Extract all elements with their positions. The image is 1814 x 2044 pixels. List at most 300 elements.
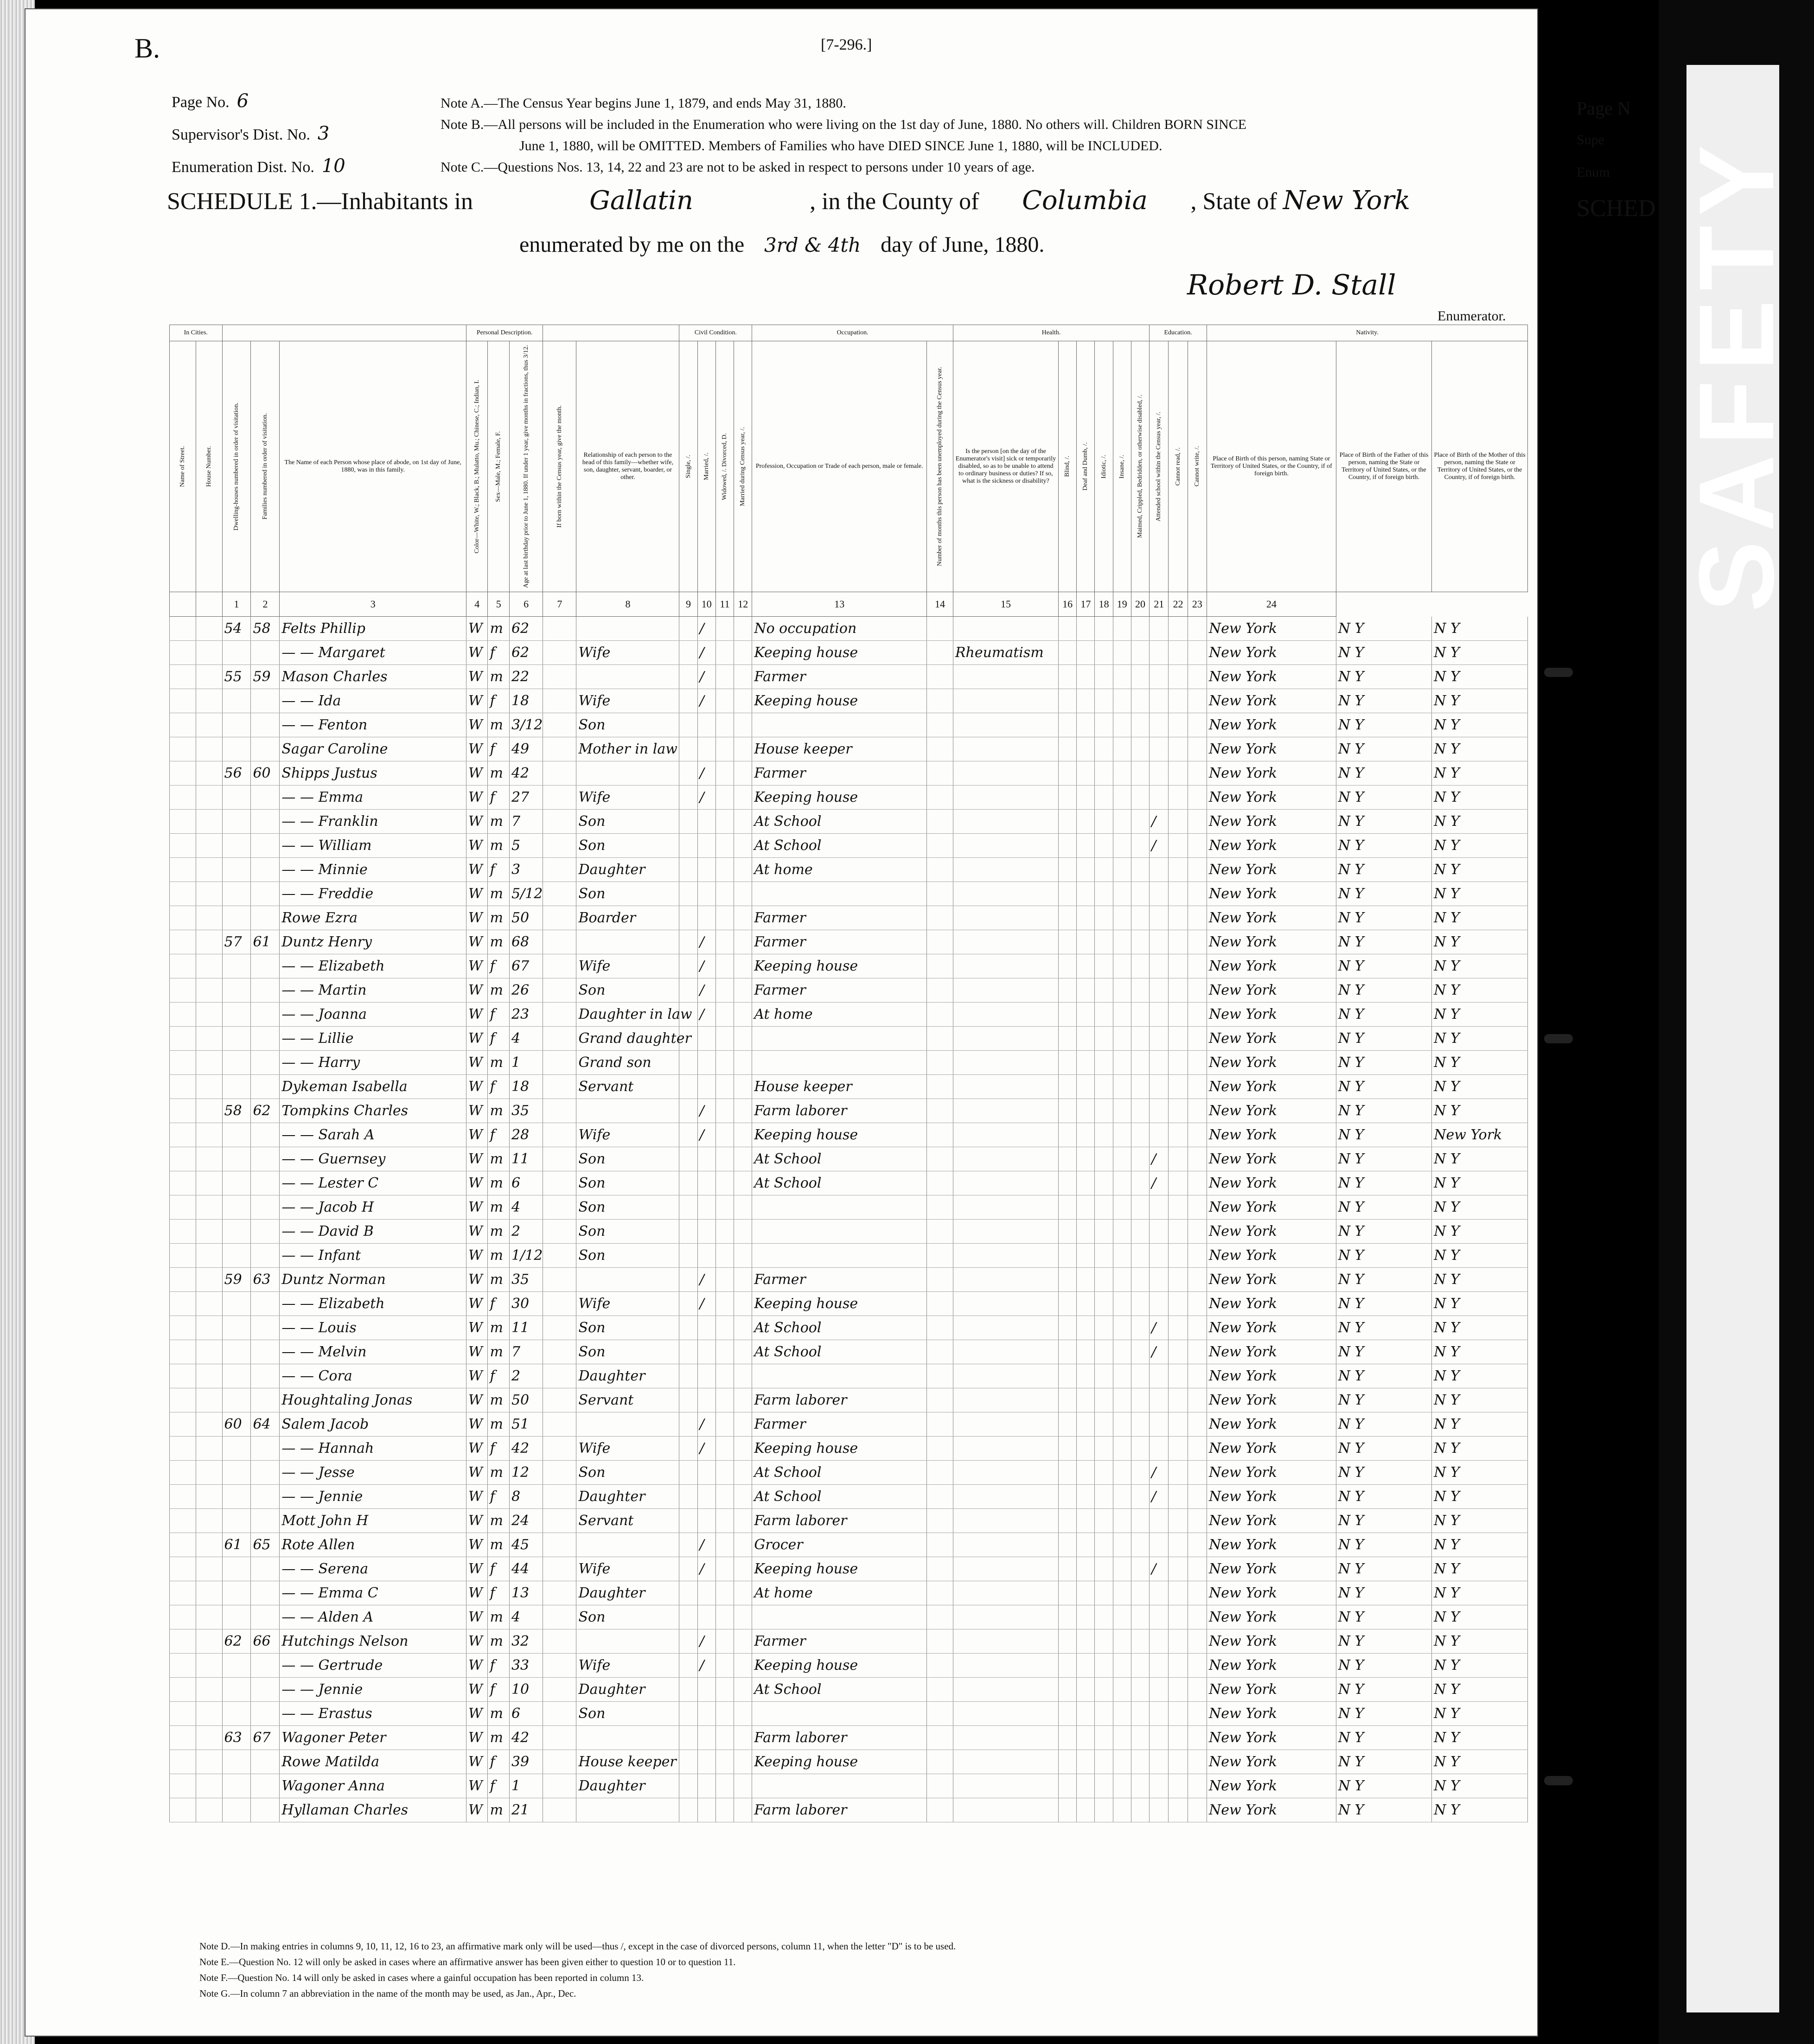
cell-birthplace: New York bbox=[1207, 1678, 1336, 1702]
cell-married-year bbox=[734, 1509, 752, 1533]
cell-father-birthplace: N Y bbox=[1336, 1051, 1431, 1075]
cell-occupation: Keeping house bbox=[752, 689, 927, 713]
cell-house bbox=[196, 1678, 222, 1702]
enumerator-signature: Robert D. Stall bbox=[1187, 269, 1396, 301]
cell-unemployed bbox=[927, 713, 953, 737]
cell-unemployed bbox=[927, 1147, 953, 1171]
cell-school: / bbox=[1150, 1485, 1169, 1509]
cell-maimed bbox=[1131, 1244, 1149, 1268]
cell-age: 3/12 bbox=[509, 713, 543, 737]
cell-street bbox=[170, 1123, 196, 1147]
cell-relationship: Daughter bbox=[576, 858, 679, 882]
cell-mother-birthplace: N Y bbox=[1432, 1003, 1528, 1027]
cell-birthplace: New York bbox=[1207, 713, 1336, 737]
cell-maimed bbox=[1131, 930, 1149, 954]
cell-maimed bbox=[1131, 834, 1149, 858]
cell-relationship: Wife bbox=[576, 1292, 679, 1316]
cell-occupation: Farmer bbox=[752, 1412, 927, 1437]
cell-street bbox=[170, 737, 196, 761]
cell-unemployed bbox=[927, 1027, 953, 1051]
cell-father-birthplace: N Y bbox=[1336, 1774, 1431, 1798]
group-cities: In Cities. bbox=[170, 325, 223, 341]
cell-maimed bbox=[1131, 1099, 1149, 1123]
cell-write bbox=[1188, 1099, 1207, 1123]
cell-single bbox=[679, 1654, 697, 1678]
cell-house bbox=[196, 617, 222, 641]
cell-house bbox=[196, 954, 222, 978]
cell-street bbox=[170, 954, 196, 978]
cell-unemployed bbox=[927, 1099, 953, 1123]
cell-family: 64 bbox=[251, 1412, 280, 1437]
cell-maimed bbox=[1131, 1412, 1149, 1437]
cell-occupation: At School bbox=[752, 1171, 927, 1195]
cell-unemployed bbox=[927, 1557, 953, 1581]
cell-insane bbox=[1113, 1220, 1131, 1244]
cell-widowed bbox=[715, 641, 734, 665]
cell-birthplace: New York bbox=[1207, 978, 1336, 1003]
cell-family bbox=[251, 1340, 280, 1364]
table-row bbox=[170, 1412, 1528, 1437]
cell-insane bbox=[1113, 1798, 1131, 1822]
cell-dwelling bbox=[222, 1750, 251, 1774]
cell-birth-month bbox=[543, 882, 576, 906]
cell-idiotic bbox=[1095, 1123, 1113, 1147]
cell-house bbox=[196, 1412, 222, 1437]
cell-occupation bbox=[752, 1702, 927, 1726]
cell-house bbox=[196, 1509, 222, 1533]
cell-write bbox=[1188, 930, 1207, 954]
cell-sex: m bbox=[488, 1509, 509, 1533]
cell-mother-birthplace: N Y bbox=[1432, 641, 1528, 665]
cell-person-name: — — Serena bbox=[280, 1557, 466, 1581]
cell-married bbox=[697, 1485, 715, 1509]
cell-insane bbox=[1113, 1437, 1131, 1461]
cell-school bbox=[1150, 1099, 1169, 1123]
cell-idiotic bbox=[1095, 906, 1113, 930]
cell-single bbox=[679, 1051, 697, 1075]
cell-married-year bbox=[734, 1702, 752, 1726]
cell-color: W bbox=[466, 1220, 488, 1244]
col-header-single: Single, /. bbox=[679, 341, 697, 592]
cell-dwelling bbox=[222, 834, 251, 858]
cell-school bbox=[1150, 786, 1169, 810]
cell-deaf bbox=[1077, 1340, 1095, 1364]
table-row bbox=[170, 1244, 1528, 1268]
table-row bbox=[170, 1629, 1528, 1654]
cell-deaf bbox=[1077, 1075, 1095, 1099]
cell-write bbox=[1188, 713, 1207, 737]
cell-blind bbox=[1059, 713, 1077, 737]
cell-age: 35 bbox=[509, 1268, 543, 1292]
cell-married bbox=[697, 1364, 715, 1388]
cell-sickness bbox=[953, 1774, 1058, 1798]
cell-widowed bbox=[715, 737, 734, 761]
cell-unemployed bbox=[927, 858, 953, 882]
cell-mother-birthplace: N Y bbox=[1432, 1557, 1528, 1581]
cell-father-birthplace: N Y bbox=[1336, 1123, 1431, 1147]
col-header-color: Color—White, W.; Black, B.; Mulatto, Mu.; Chinese, C.; Indian, I. bbox=[466, 341, 488, 592]
cell-idiotic bbox=[1095, 665, 1113, 689]
cell-color: W bbox=[466, 906, 488, 930]
cell-read bbox=[1169, 1099, 1188, 1123]
table-row bbox=[170, 1654, 1528, 1678]
cell-read bbox=[1169, 1027, 1188, 1051]
cell-married: / bbox=[697, 761, 715, 786]
cell-relationship: Son bbox=[576, 1316, 679, 1340]
cell-sickness bbox=[953, 617, 1058, 641]
cell-married bbox=[697, 1774, 715, 1798]
cell-sickness bbox=[953, 1316, 1058, 1340]
cell-write bbox=[1188, 1654, 1207, 1678]
cell-occupation: Farmer bbox=[752, 665, 927, 689]
col-header-unemployed: Number of months this person has been unemployed during the Census year. bbox=[927, 341, 953, 592]
cell-school bbox=[1150, 713, 1169, 737]
cell-mother-birthplace: N Y bbox=[1432, 978, 1528, 1003]
cell-married-year bbox=[734, 978, 752, 1003]
cell-color: W bbox=[466, 1195, 488, 1220]
cell-idiotic bbox=[1095, 1316, 1113, 1340]
cell-school bbox=[1150, 737, 1169, 761]
cell-father-birthplace: N Y bbox=[1336, 617, 1431, 641]
cell-widowed bbox=[715, 1437, 734, 1461]
cell-school bbox=[1150, 1388, 1169, 1412]
cell-family bbox=[251, 689, 280, 713]
cell-sex: f bbox=[488, 1774, 509, 1798]
cell-read bbox=[1169, 1437, 1188, 1461]
cell-street bbox=[170, 1702, 196, 1726]
cell-read bbox=[1169, 1195, 1188, 1220]
cell-unemployed bbox=[927, 1437, 953, 1461]
cell-house bbox=[196, 1171, 222, 1195]
cell-blind bbox=[1059, 978, 1077, 1003]
col-header-age: Age at last birthday prior to June 1, 1880. If under 1 year, give months in fractions, thus 3/12. bbox=[509, 341, 543, 592]
cell-father-birthplace: N Y bbox=[1336, 1437, 1431, 1461]
cell-widowed bbox=[715, 1340, 734, 1364]
cell-color: W bbox=[466, 641, 488, 665]
col-header-married: Married, /. bbox=[697, 341, 715, 592]
cell-deaf bbox=[1077, 1629, 1095, 1654]
cell-widowed bbox=[715, 1774, 734, 1798]
table-row bbox=[170, 882, 1528, 906]
cell-birthplace: New York bbox=[1207, 882, 1336, 906]
cell-sickness bbox=[953, 1099, 1058, 1123]
cell-married-year bbox=[734, 1678, 752, 1702]
cell-mother-birthplace: N Y bbox=[1432, 1533, 1528, 1557]
cell-write bbox=[1188, 1340, 1207, 1364]
cell-idiotic bbox=[1095, 1412, 1113, 1437]
cell-person-name: — — Lillie bbox=[280, 1027, 466, 1051]
cell-single bbox=[679, 1485, 697, 1509]
cell-idiotic bbox=[1095, 1220, 1113, 1244]
cell-street bbox=[170, 882, 196, 906]
cell-deaf bbox=[1077, 1798, 1095, 1822]
cell-color: W bbox=[466, 810, 488, 834]
cell-family bbox=[251, 1509, 280, 1533]
cell-birthplace: New York bbox=[1207, 1509, 1336, 1533]
county-value: Columbia bbox=[1022, 185, 1148, 216]
cell-person-name: — — William bbox=[280, 834, 466, 858]
cell-maimed bbox=[1131, 1533, 1149, 1557]
cell-idiotic bbox=[1095, 737, 1113, 761]
cell-idiotic bbox=[1095, 1388, 1113, 1412]
table-row bbox=[170, 1075, 1528, 1099]
cell-person-name: — — Margaret bbox=[280, 641, 466, 665]
cell-street bbox=[170, 1774, 196, 1798]
cell-family: 67 bbox=[251, 1726, 280, 1750]
table-row bbox=[170, 954, 1528, 978]
cell-house bbox=[196, 834, 222, 858]
cell-person-name: Mason Charles bbox=[280, 665, 466, 689]
cell-write bbox=[1188, 1123, 1207, 1147]
cell-birth-month bbox=[543, 641, 576, 665]
cell-married-year bbox=[734, 1147, 752, 1171]
cell-birth-month bbox=[543, 1798, 576, 1822]
cell-blind bbox=[1059, 1220, 1077, 1244]
cell-mother-birthplace: N Y bbox=[1432, 1220, 1528, 1244]
cell-married-year bbox=[734, 1195, 752, 1220]
instruction-notes bbox=[441, 93, 1488, 178]
cell-sex: m bbox=[488, 617, 509, 641]
cell-family bbox=[251, 1292, 280, 1316]
cell-color: W bbox=[466, 1798, 488, 1822]
cell-write bbox=[1188, 1557, 1207, 1581]
cell-dwelling bbox=[222, 737, 251, 761]
cell-street bbox=[170, 1654, 196, 1678]
binder-ring bbox=[1544, 1776, 1573, 1785]
cell-dwelling bbox=[222, 1702, 251, 1726]
cell-occupation bbox=[752, 1774, 927, 1798]
cell-idiotic bbox=[1095, 1051, 1113, 1075]
cell-married-year bbox=[734, 882, 752, 906]
cell-birthplace: New York bbox=[1207, 617, 1336, 641]
cell-sex: m bbox=[488, 1605, 509, 1629]
cell-sickness bbox=[953, 713, 1058, 737]
cell-relationship: Daughter bbox=[576, 1581, 679, 1605]
cell-sex: f bbox=[488, 786, 509, 810]
cell-relationship bbox=[576, 930, 679, 954]
cell-idiotic bbox=[1095, 1147, 1113, 1171]
cell-single bbox=[679, 1509, 697, 1533]
cell-maimed bbox=[1131, 1292, 1149, 1316]
cell-insane bbox=[1113, 1702, 1131, 1726]
cell-person-name: — — Emma C bbox=[280, 1581, 466, 1605]
cell-father-birthplace: N Y bbox=[1336, 1244, 1431, 1268]
cell-father-birthplace: N Y bbox=[1336, 689, 1431, 713]
cell-married bbox=[697, 737, 715, 761]
facing-page-label: Supe bbox=[1577, 132, 1604, 147]
cell-married: / bbox=[697, 1268, 715, 1292]
cell-maimed bbox=[1131, 1485, 1149, 1509]
cell-occupation: At home bbox=[752, 1003, 927, 1027]
cell-unemployed bbox=[927, 1485, 953, 1509]
cell-widowed bbox=[715, 834, 734, 858]
cell-deaf bbox=[1077, 1557, 1095, 1581]
cell-age: 51 bbox=[509, 1412, 543, 1437]
cell-unemployed bbox=[927, 1412, 953, 1437]
cell-mother-birthplace: N Y bbox=[1432, 1364, 1528, 1388]
cell-birthplace: New York bbox=[1207, 1244, 1336, 1268]
cell-idiotic bbox=[1095, 1292, 1113, 1316]
cell-single bbox=[679, 1364, 697, 1388]
cell-person-name: Houghtaling Jonas bbox=[280, 1388, 466, 1412]
cell-birth-month bbox=[543, 1605, 576, 1629]
cell-sex: f bbox=[488, 1027, 509, 1051]
cell-relationship: Son bbox=[576, 1244, 679, 1268]
cell-school bbox=[1150, 1678, 1169, 1702]
col-header-mother-birthplace: Place of Birth of the Mother of this person, naming the State or Territory of United States, or the Country, if of foreign birth. bbox=[1432, 341, 1528, 592]
cell-read bbox=[1169, 1629, 1188, 1654]
cell-dwelling bbox=[222, 1605, 251, 1629]
cell-father-birthplace: N Y bbox=[1336, 761, 1431, 786]
cell-maimed bbox=[1131, 713, 1149, 737]
cell-unemployed bbox=[927, 1774, 953, 1798]
cell-birth-month bbox=[543, 1509, 576, 1533]
cell-person-name: — — Martin bbox=[280, 978, 466, 1003]
cell-age: 2 bbox=[509, 1220, 543, 1244]
cell-age: 6 bbox=[509, 1702, 543, 1726]
cell-blind bbox=[1059, 1316, 1077, 1340]
cell-write bbox=[1188, 689, 1207, 713]
cell-unemployed bbox=[927, 1654, 953, 1678]
cell-insane bbox=[1113, 665, 1131, 689]
table-row bbox=[170, 1171, 1528, 1195]
col-header-widowed: Widowed, /. Divorced, D. bbox=[715, 341, 734, 592]
cell-birthplace: New York bbox=[1207, 930, 1336, 954]
cell-married-year bbox=[734, 810, 752, 834]
cell-birth-month bbox=[543, 1750, 576, 1774]
cell-family bbox=[251, 834, 280, 858]
cell-relationship: Wife bbox=[576, 641, 679, 665]
cell-insane bbox=[1113, 1099, 1131, 1123]
cell-person-name: Shipps Justus bbox=[280, 761, 466, 786]
cell-single bbox=[679, 1171, 697, 1195]
cell-married-year bbox=[734, 858, 752, 882]
cell-person-name: Salem Jacob bbox=[280, 1412, 466, 1437]
cell-person-name: Mott John H bbox=[280, 1509, 466, 1533]
cell-sex: f bbox=[488, 1075, 509, 1099]
cell-family bbox=[251, 1461, 280, 1485]
cell-father-birthplace: N Y bbox=[1336, 1364, 1431, 1388]
cell-married-year bbox=[734, 834, 752, 858]
table-row bbox=[170, 1147, 1528, 1171]
cell-sickness bbox=[953, 1557, 1058, 1581]
cell-read bbox=[1169, 1388, 1188, 1412]
cell-family bbox=[251, 1557, 280, 1581]
cell-dwelling: 54 bbox=[222, 617, 251, 641]
cell-color: W bbox=[466, 1750, 488, 1774]
cell-house bbox=[196, 1147, 222, 1171]
cell-dwelling bbox=[222, 1220, 251, 1244]
cell-married-year bbox=[734, 1075, 752, 1099]
cell-relationship bbox=[576, 617, 679, 641]
cell-single bbox=[679, 1437, 697, 1461]
cell-family bbox=[251, 1702, 280, 1726]
cell-read bbox=[1169, 1340, 1188, 1364]
cell-married-year bbox=[734, 689, 752, 713]
cell-idiotic bbox=[1095, 1629, 1113, 1654]
table-row bbox=[170, 906, 1528, 930]
cell-sex: m bbox=[488, 1412, 509, 1437]
cell-blind bbox=[1059, 1075, 1077, 1099]
cell-married bbox=[697, 1726, 715, 1750]
cell-maimed bbox=[1131, 1702, 1149, 1726]
cell-dwelling: 58 bbox=[222, 1099, 251, 1123]
cell-dwelling bbox=[222, 1292, 251, 1316]
cell-read bbox=[1169, 1774, 1188, 1798]
cell-house bbox=[196, 1533, 222, 1557]
cell-occupation: Farm laborer bbox=[752, 1388, 927, 1412]
cell-married-year bbox=[734, 906, 752, 930]
cell-relationship: Wife bbox=[576, 1557, 679, 1581]
cell-blind bbox=[1059, 737, 1077, 761]
cell-married-year bbox=[734, 1750, 752, 1774]
cell-family bbox=[251, 1774, 280, 1798]
cell-age: 12 bbox=[509, 1461, 543, 1485]
cell-mother-birthplace: N Y bbox=[1432, 1581, 1528, 1605]
cell-insane bbox=[1113, 858, 1131, 882]
cell-sickness bbox=[953, 665, 1058, 689]
cell-sex: f bbox=[488, 1003, 509, 1027]
cell-single bbox=[679, 665, 697, 689]
table-row bbox=[170, 1605, 1528, 1629]
cell-father-birthplace: N Y bbox=[1336, 1412, 1431, 1437]
cell-unemployed bbox=[927, 1581, 953, 1605]
cell-school bbox=[1150, 1220, 1169, 1244]
cell-insane bbox=[1113, 906, 1131, 930]
cell-family bbox=[251, 737, 280, 761]
cell-sex: m bbox=[488, 1629, 509, 1654]
cell-mother-birthplace: N Y bbox=[1432, 713, 1528, 737]
cell-house bbox=[196, 1654, 222, 1678]
cell-write bbox=[1188, 1388, 1207, 1412]
cell-age: 11 bbox=[509, 1316, 543, 1340]
cell-single bbox=[679, 689, 697, 713]
cell-deaf bbox=[1077, 1437, 1095, 1461]
cell-family: 63 bbox=[251, 1268, 280, 1292]
cell-relationship: Son bbox=[576, 1195, 679, 1220]
cell-single bbox=[679, 1629, 697, 1654]
cell-blind bbox=[1059, 1726, 1077, 1750]
cell-family bbox=[251, 1750, 280, 1774]
cell-birth-month bbox=[543, 1364, 576, 1388]
cell-street bbox=[170, 1798, 196, 1822]
cell-idiotic bbox=[1095, 1726, 1113, 1750]
cell-maimed bbox=[1131, 1629, 1149, 1654]
cell-single bbox=[679, 1726, 697, 1750]
cell-blind bbox=[1059, 1195, 1077, 1220]
cell-dwelling bbox=[222, 1437, 251, 1461]
cell-person-name: — — David B bbox=[280, 1220, 466, 1244]
cell-sickness bbox=[953, 1244, 1058, 1268]
cell-maimed bbox=[1131, 954, 1149, 978]
cell-maimed bbox=[1131, 1461, 1149, 1485]
table-row bbox=[170, 1123, 1528, 1147]
cell-father-birthplace: N Y bbox=[1336, 665, 1431, 689]
place-value: Gallatin bbox=[589, 185, 693, 216]
cell-street bbox=[170, 1388, 196, 1412]
enumeration-value: 10 bbox=[321, 155, 345, 177]
cell-idiotic bbox=[1095, 1003, 1113, 1027]
cell-mother-birthplace: N Y bbox=[1432, 1461, 1528, 1485]
cell-age: 68 bbox=[509, 930, 543, 954]
cell-write bbox=[1188, 737, 1207, 761]
cell-insane bbox=[1113, 1147, 1131, 1171]
cell-read bbox=[1169, 1678, 1188, 1702]
cell-sex: f bbox=[488, 1292, 509, 1316]
cell-street bbox=[170, 1364, 196, 1388]
cell-mother-birthplace: N Y bbox=[1432, 1726, 1528, 1750]
cell-street bbox=[170, 689, 196, 713]
